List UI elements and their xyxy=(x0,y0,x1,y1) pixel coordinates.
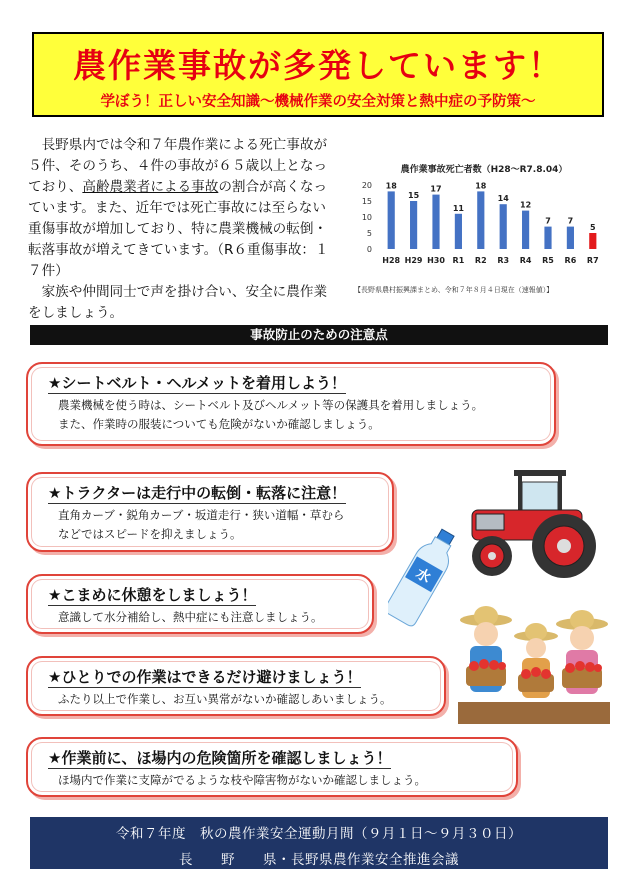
tip-body-rest xyxy=(58,608,323,627)
tip-body-seatbelt xyxy=(58,396,483,434)
tip-title-text: ★シートベルト・ヘルメットを着用しよう！ xyxy=(48,374,346,392)
tip-title-seatbelt xyxy=(48,372,346,393)
x-tick-label-H30: H30 xyxy=(427,256,445,265)
intro-text-c: の割合が高くなっています。また、近年では死亡事故には至らない重傷事故が増加しており、特に農業機械の転倒・転落事故が増えてきています。（R６重傷事故：１７件） xyxy=(28,179,329,279)
tip-title-tractor xyxy=(48,482,346,503)
y-tick-label: 10 xyxy=(361,213,372,222)
tip-box-field-check xyxy=(26,737,518,797)
intro-paragraph-1 xyxy=(28,135,336,282)
tip-line: ふたり以上で作業し、お互い異常がないか確認しあいましょう。 xyxy=(58,692,392,706)
tip-title-rest xyxy=(48,584,256,605)
bar-H29 xyxy=(410,201,417,249)
x-tick-label-R6: R6 xyxy=(564,256,577,265)
water-bottle-illustration xyxy=(388,522,458,630)
y-tick-label: 15 xyxy=(361,197,372,206)
tip-body-not-alone xyxy=(58,690,392,709)
x-tick-label-R7: R7 xyxy=(586,256,599,265)
tip-line: 直角カーブ・鋭角カーブ・坂道走行・狭い道幅・草むら xyxy=(58,508,345,522)
bar-R3 xyxy=(500,204,507,249)
x-tick-label-R2: R2 xyxy=(474,256,487,265)
tip-title-text: ★作業前に、ほ場内の危険箇所を確認しましょう！ xyxy=(48,749,392,767)
x-tick-label-H29: H29 xyxy=(404,256,423,265)
organizer: 長 野 県・長野県農作業安全推進会議 xyxy=(179,852,459,868)
x-tick-label-R4: R4 xyxy=(519,256,532,265)
chart-source-note: 【長野県農村振興課まとめ、令和７年８月４日現在（速報値）】 xyxy=(354,286,554,294)
tip-title-field-check xyxy=(48,747,391,768)
intro-text-underlined: 高齢農業者による事故 xyxy=(82,179,219,195)
page-subtitle: 学ぼう！正しい安全知識～機械作業の安全対策と熱中症の予防策～ xyxy=(100,94,536,110)
tip-box-tractor xyxy=(26,472,394,552)
data-label-H30: 17 xyxy=(430,184,442,194)
section-heading: 事故防止のための注意点 xyxy=(30,325,608,345)
bar-R6 xyxy=(567,227,574,249)
tip-title-text: ★こまめに休憩をしましょう！ xyxy=(48,586,257,604)
tip-box-rest xyxy=(26,574,374,634)
bar-H30 xyxy=(432,195,439,249)
data-label-R5: 7 xyxy=(545,216,551,226)
data-label-R7: 5 xyxy=(590,223,596,232)
data-label-R3: 14 xyxy=(497,194,509,204)
tip-body-field-check xyxy=(58,771,426,790)
tip-line: 農業機械を使う時は、シートベルト及びヘルメット等の保護具を着用しましょう。 xyxy=(58,398,484,412)
data-label-R1: 11 xyxy=(452,203,464,213)
footer-banner xyxy=(30,817,608,869)
data-label-H29: 15 xyxy=(408,191,420,200)
data-label-H28: 18 xyxy=(385,181,397,191)
x-tick-label-R1: R1 xyxy=(452,256,465,265)
y-tick-label: 0 xyxy=(366,245,372,254)
x-tick-label-H28: H28 xyxy=(382,256,401,265)
bar-R4 xyxy=(522,211,529,249)
tractor-illustration xyxy=(452,462,612,582)
tip-line: などではスピードを抑えましょう。 xyxy=(58,527,242,541)
farmers-illustration xyxy=(458,604,610,724)
data-label-R4: 12 xyxy=(520,200,532,210)
bar-R5 xyxy=(544,227,551,249)
intro-text-a: 長野県内では令和７年農作業による死亡事故が５件、そのうち、４件の事故が６５歳以上となっており、 xyxy=(28,137,328,195)
header-banner xyxy=(32,32,604,117)
tip-title-text: ★トラクターは走行中の転倒・転落に注意！ xyxy=(48,484,347,502)
bar-R7 xyxy=(589,233,596,249)
data-label-R2: 18 xyxy=(475,181,487,191)
x-tick-label-R5: R5 xyxy=(542,256,554,265)
intro-text-p2: 家族や仲間同士で声を掛け合い、安全に農作業をしましょう。 xyxy=(28,284,328,321)
tip-title-not-alone xyxy=(48,666,361,687)
page-title: 農作業事故が多発しています！ xyxy=(73,46,563,85)
tip-box-seatbelt xyxy=(26,362,556,446)
chart-title: 農作業事故死亡者数（H28～R7.8.04） xyxy=(400,165,568,175)
bar-R1 xyxy=(455,214,462,249)
tip-body-tractor xyxy=(58,506,344,544)
tip-line: ほ場内で作業に支障がでるような枝や障害物がないか確認しましょう。 xyxy=(58,773,426,787)
bottle-label: 水 xyxy=(412,565,434,587)
tip-title-text: ★ひとりでの作業はできるだけ避けましょう！ xyxy=(48,668,362,686)
bar-R2 xyxy=(477,191,484,249)
intro-paragraph-2 xyxy=(28,282,336,324)
tip-line: 意識して水分補給し、熱中症にも注意しましょう。 xyxy=(58,610,323,624)
y-tick-label: 20 xyxy=(361,181,372,190)
x-tick-label-R3: R3 xyxy=(497,256,510,265)
campaign-period: 令和７年度 秋の農作業安全運動月間（９月１日～９月３０日） xyxy=(116,826,522,842)
y-tick-label: 5 xyxy=(366,229,372,238)
intro-text xyxy=(28,135,336,324)
fatality-bar-chart xyxy=(346,155,610,305)
tip-box-not-alone xyxy=(26,656,446,716)
bar-H28 xyxy=(388,191,395,249)
data-label-R6: 7 xyxy=(567,216,574,226)
tip-line: また、作業時の服装についても危険がないか確認しましょう。 xyxy=(58,417,380,431)
